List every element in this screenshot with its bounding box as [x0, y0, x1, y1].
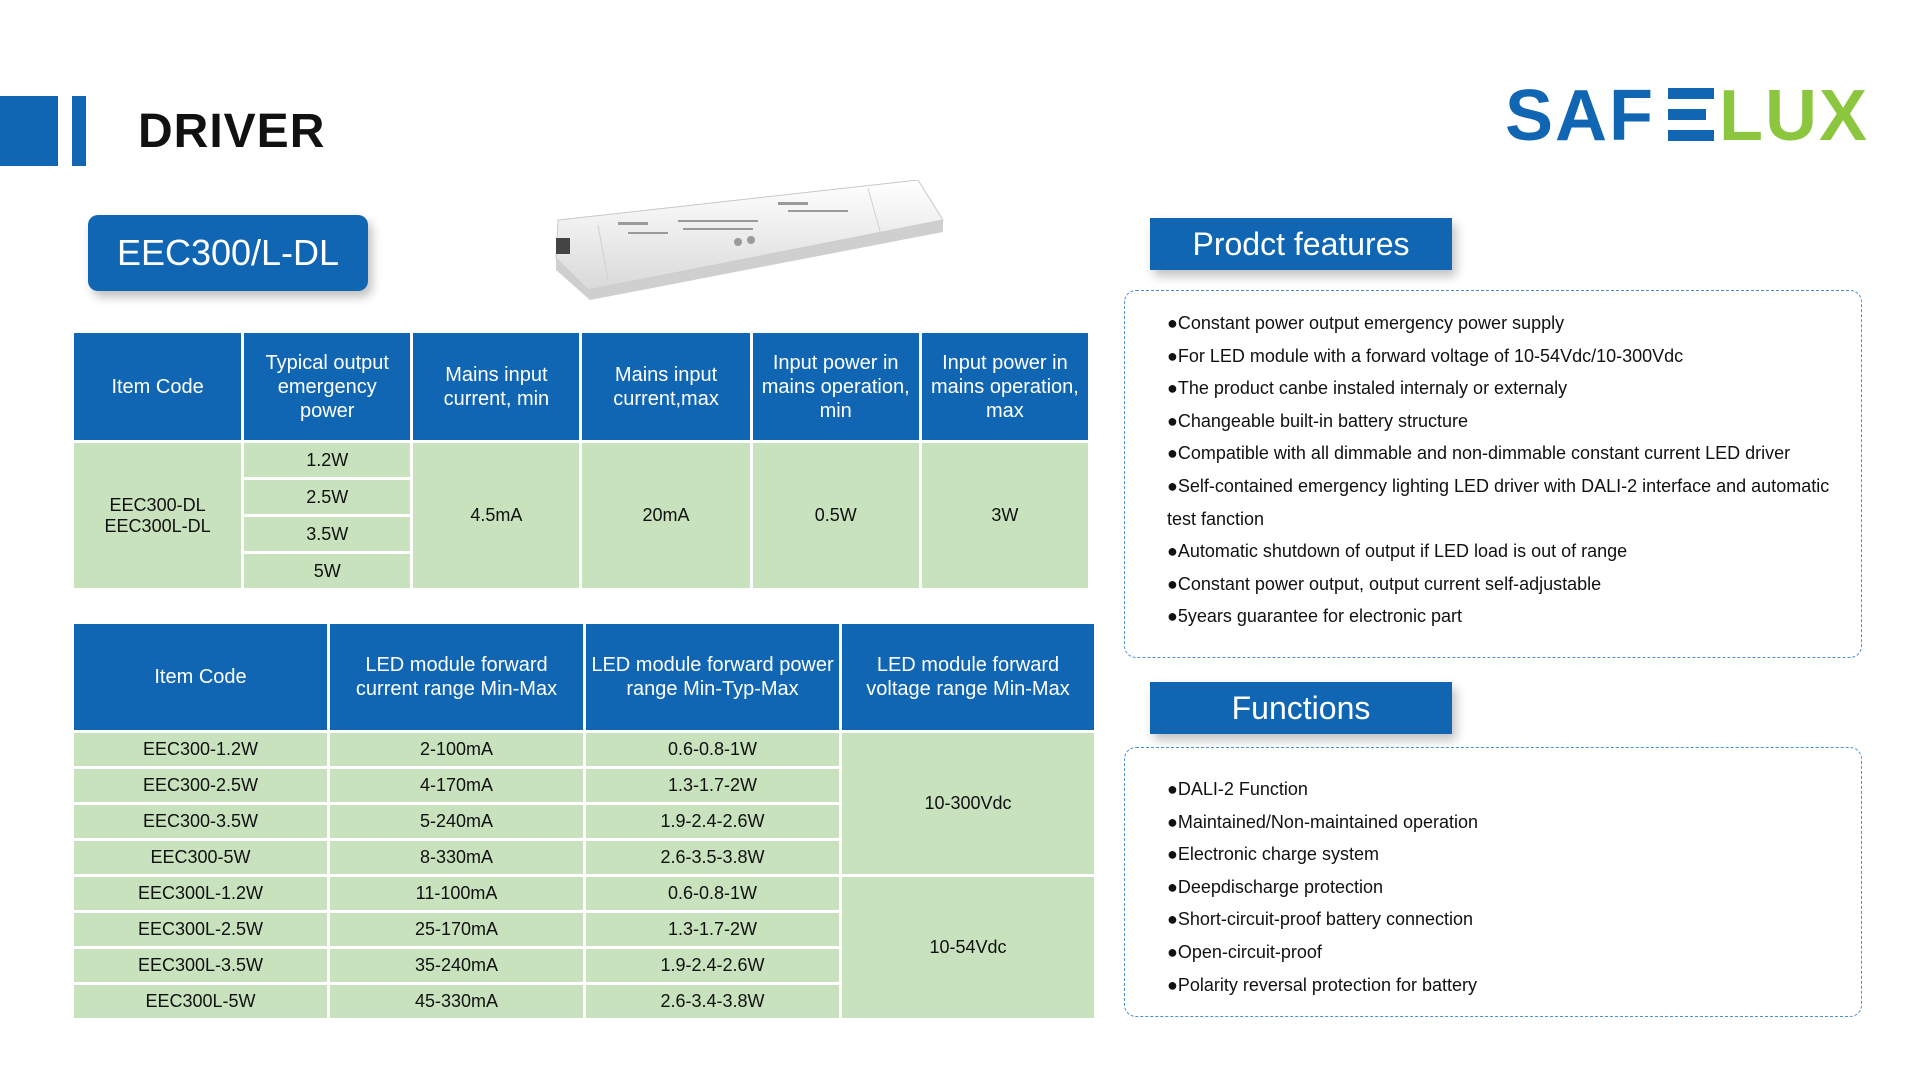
header-accent-block: [0, 96, 58, 166]
table-header-row: [74, 624, 1094, 730]
list-item: ●Electronic charge system: [1167, 844, 1379, 865]
power-cell: 3.5W: [244, 517, 410, 551]
power-cell: 0.6-0.8-1W: [586, 877, 839, 910]
power-cell: 2.6-3.5-3.8W: [586, 841, 839, 874]
power-max-cell: 3W: [922, 443, 1088, 588]
list-item: ●Deepdischarge protection: [1167, 876, 1383, 897]
list-item: ●Maintained/Non-maintained operation: [1167, 811, 1479, 832]
list-item: ●Polarity reversal protection for battery: [1167, 974, 1477, 995]
power-cell: 1.2W: [244, 443, 410, 477]
list-item: ●Constant power output, output current self-adjustable: [1167, 573, 1602, 594]
functions-title: Functions: [1150, 682, 1452, 734]
list-item: ●Open-circuit-proof: [1167, 941, 1322, 962]
logo-text-green: LUX: [1719, 80, 1869, 150]
voltage-cell: 10-300Vdc: [842, 733, 1094, 874]
functions-panel: [1124, 747, 1862, 1017]
logo-e-mark: [1668, 88, 1714, 141]
list-item: test fanction: [1167, 508, 1265, 529]
table-header-row: [74, 333, 1088, 440]
spec-table-power: [71, 330, 1091, 591]
col-header-item-code: Item Code: [74, 624, 327, 730]
power-min-cell: 0.5W: [753, 443, 919, 588]
item-code-cell: EEC300-3.5W: [74, 805, 327, 838]
list-item: ●Constant power output emergency power supply: [1167, 313, 1565, 333]
power-cell: 2.5W: [244, 480, 410, 514]
power-cell: 5W: [244, 554, 410, 588]
item-code-line: EEC300-DL: [109, 494, 206, 515]
power-cell: 2.6-3.4-3.8W: [586, 985, 839, 1018]
list-item: ●The product canbe instaled internaly or externaly: [1167, 378, 1568, 399]
col-header-power-min: Input power in mains operation, min: [753, 333, 919, 440]
col-header-output-power: Typical output emergency power: [244, 333, 410, 440]
logo-text-blue: SAF: [1505, 80, 1655, 150]
power-cell: 0.6-0.8-1W: [586, 733, 839, 766]
safelux-logo: [1505, 80, 1870, 150]
col-header-current-max: Mains input current,max: [582, 333, 749, 440]
current-cell: 11-100mA: [330, 877, 583, 910]
list-item: ●For LED module with a forward voltage of 10-54Vdc/10-300Vdc: [1167, 345, 1684, 366]
col-header-forward-current: LED module forward current range Min-Max: [330, 624, 583, 730]
item-code-cell: EEC300-5W: [74, 841, 327, 874]
features-title: Prodct features: [1150, 218, 1452, 270]
list-item: ●DALI-2 Function: [1167, 779, 1308, 799]
item-code-cell: EEC300L-1.2W: [74, 877, 327, 910]
list-item: ●Changeable built-in battery structure: [1167, 410, 1469, 431]
page-title: DRIVER: [138, 105, 326, 158]
item-code-line: EEC300L-DL: [104, 515, 211, 536]
current-max-cell: 20mA: [582, 443, 749, 588]
item-code-cell: EEC300L-5W: [74, 985, 327, 1018]
functions-list: [1167, 773, 1835, 1001]
current-cell: 8-330mA: [330, 841, 583, 874]
table-row: [74, 877, 1094, 910]
header-accent-bar: [72, 96, 86, 166]
item-code-cell: EEC300L-3.5W: [74, 949, 327, 982]
power-cell: 1.3-1.7-2W: [586, 769, 839, 802]
list-item: ●Compatible with all dimmable and non-dimmable constant current LED driver: [1167, 443, 1791, 464]
table-row: [74, 733, 1094, 766]
list-item: ●Short-circuit-proof battery connection: [1167, 909, 1474, 930]
features-list: [1167, 307, 1835, 633]
power-cell: 1.9-2.4-2.6W: [586, 949, 839, 982]
led-driver-image: [548, 180, 948, 300]
item-code-cell: EEC300-2.5W: [74, 769, 327, 802]
product-name-badge: EEC300/L-DL: [88, 215, 368, 291]
features-panel: [1124, 290, 1862, 658]
current-min-cell: 4.5mA: [413, 443, 579, 588]
col-header-forward-power: LED module forward power range Min-Typ-Max: [586, 624, 839, 730]
list-item: ●Automatic shutdown of output if LED load is out of range: [1167, 541, 1628, 562]
power-cell: 1.9-2.4-2.6W: [586, 805, 839, 838]
item-code-cell: EEC300-1.2W: [74, 733, 327, 766]
current-cell: 4-170mA: [330, 769, 583, 802]
current-cell: 25-170mA: [330, 913, 583, 946]
col-header-power-max: Input power in mains operation, max: [922, 333, 1088, 440]
current-cell: 45-330mA: [330, 985, 583, 1018]
item-code-cell: [74, 443, 241, 588]
col-header-item-code: Item Code: [74, 333, 241, 440]
spec-table-led-module: [71, 621, 1097, 1021]
current-cell: 2-100mA: [330, 733, 583, 766]
table-row: [74, 443, 1088, 477]
item-code-cell: EEC300L-2.5W: [74, 913, 327, 946]
col-header-forward-voltage: LED module forward voltage range Min-Max: [842, 624, 1094, 730]
list-item: ●5years guarantee for electronic part: [1167, 606, 1463, 627]
col-header-current-min: Mains input current, min: [413, 333, 579, 440]
list-item: ●Self-contained emergency lighting LED driver with DALI-2 interface and automatic: [1167, 475, 1830, 496]
power-cell: 1.3-1.7-2W: [586, 913, 839, 946]
current-cell: 5-240mA: [330, 805, 583, 838]
current-cell: 35-240mA: [330, 949, 583, 982]
voltage-cell: 10-54Vdc: [842, 877, 1094, 1018]
